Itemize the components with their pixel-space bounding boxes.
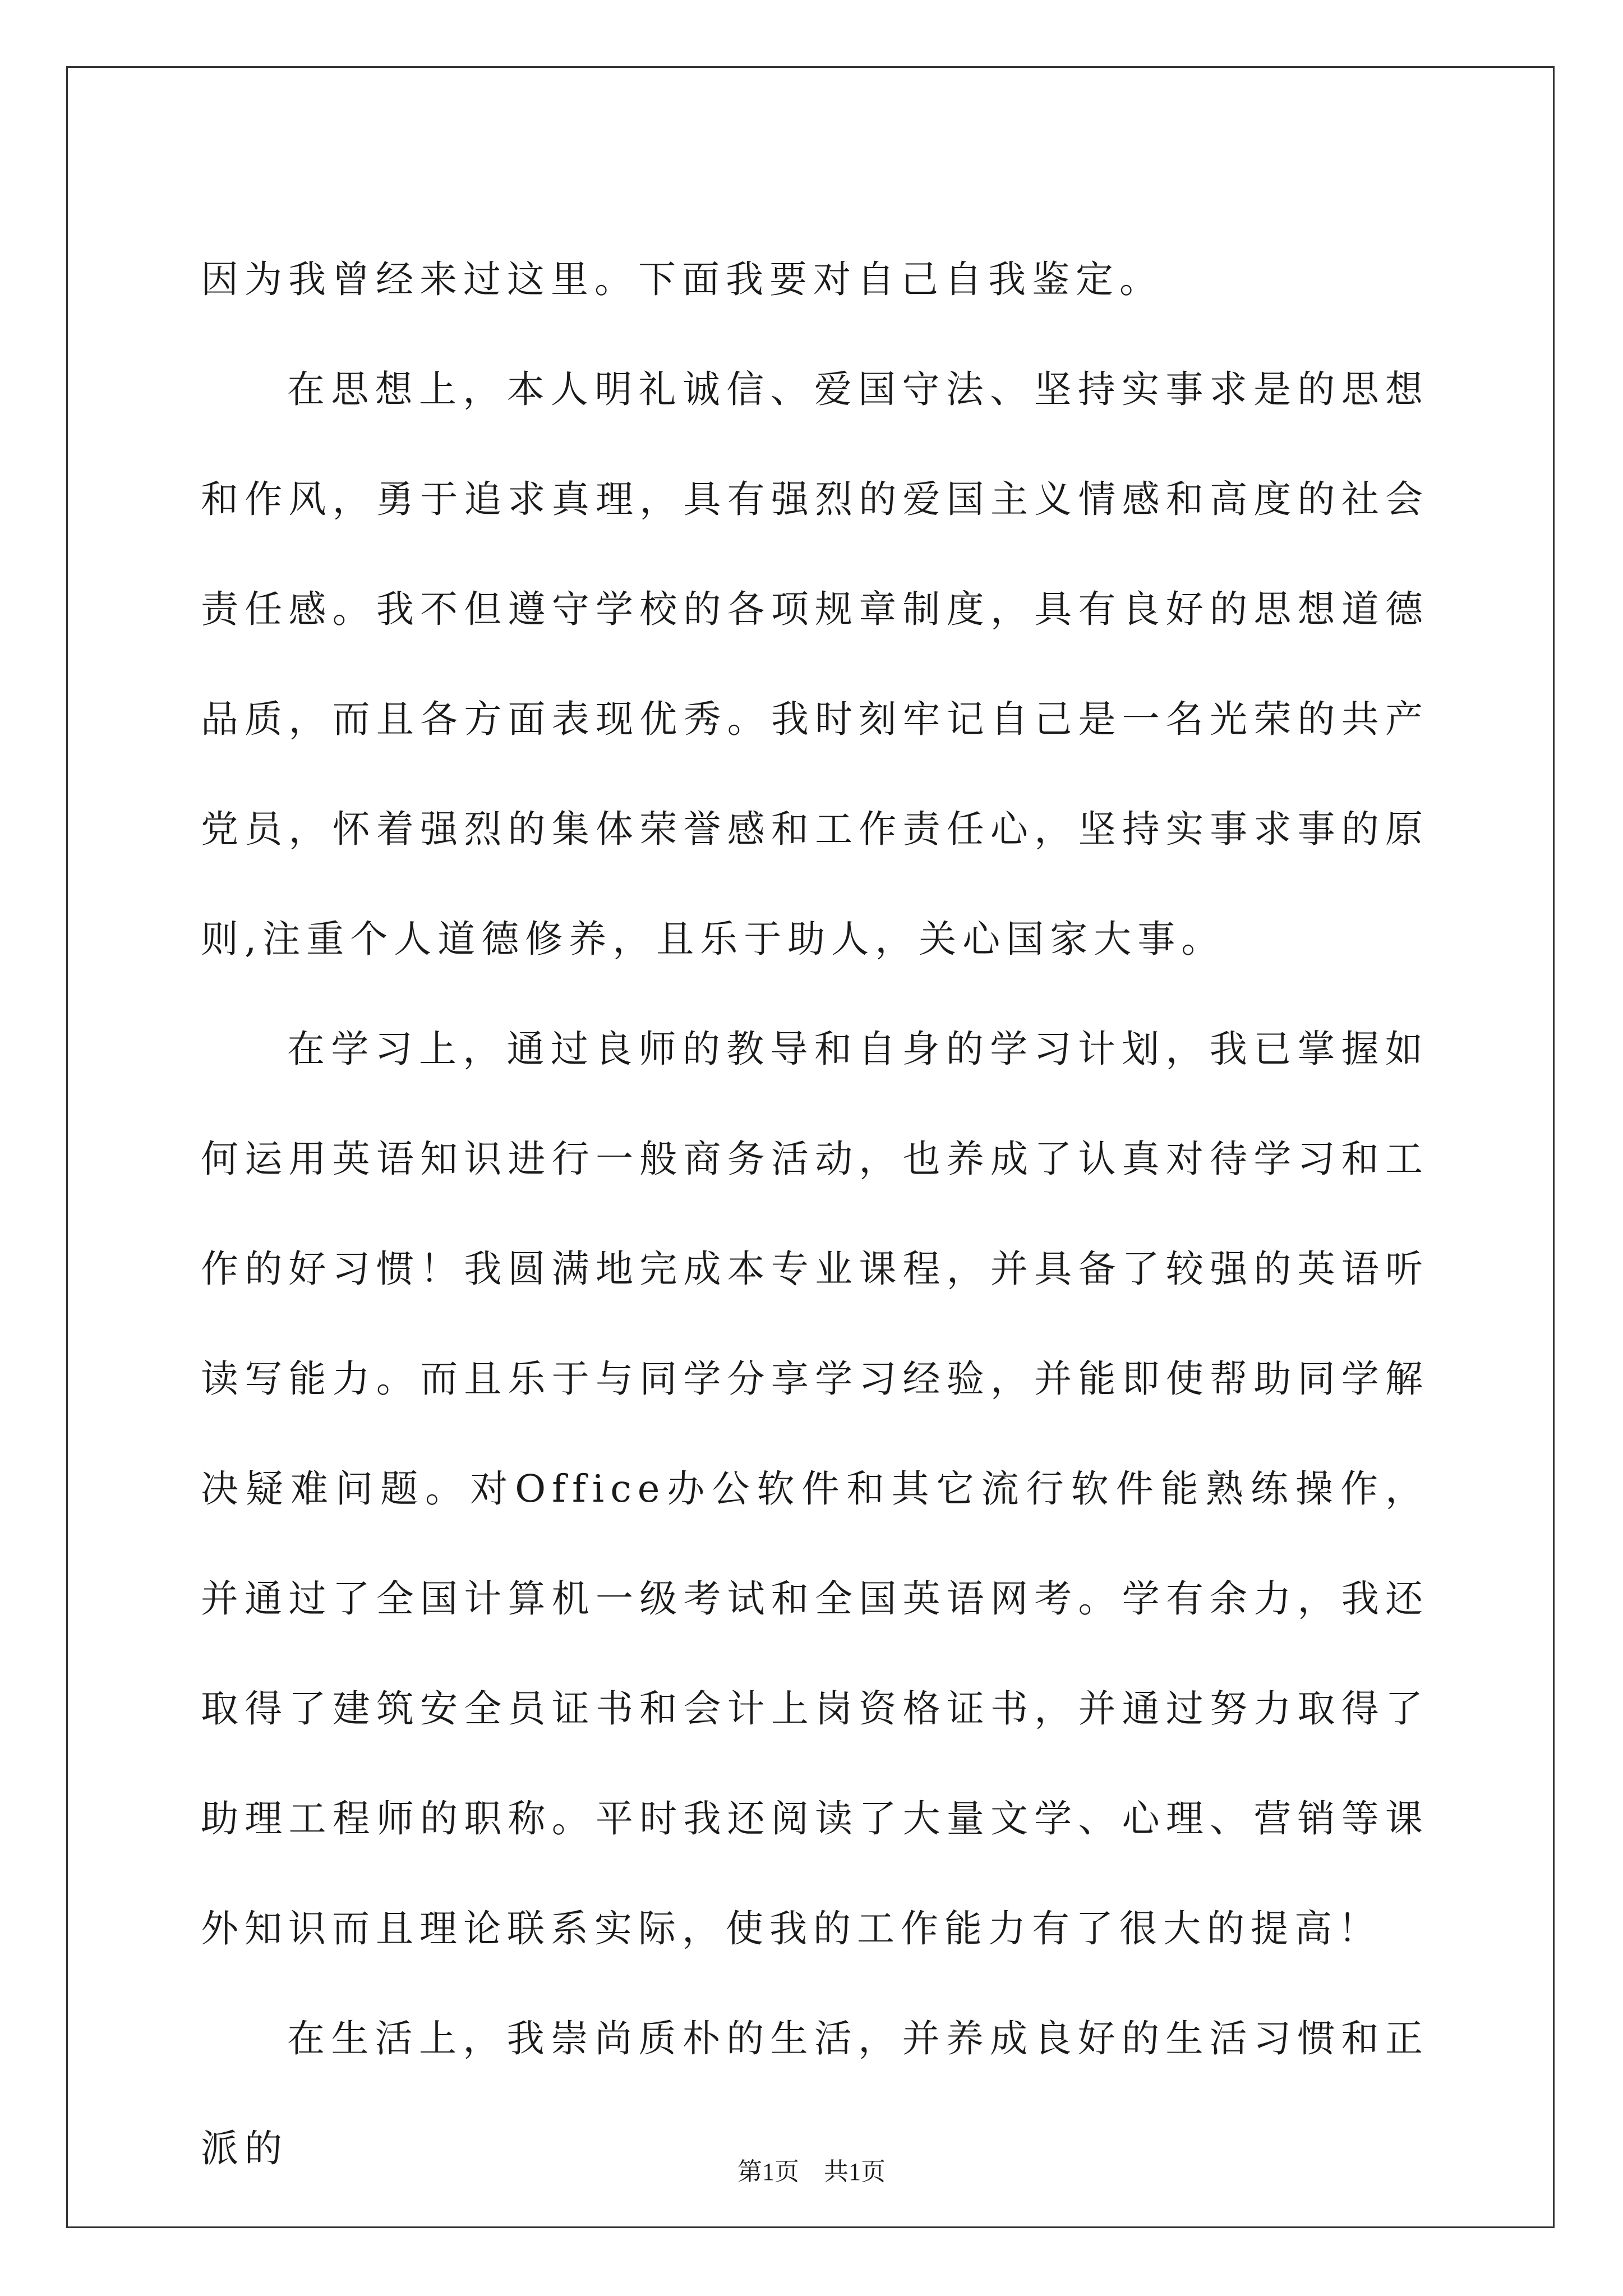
page-footer: 第1页 共1页 bbox=[737, 2158, 886, 2185]
paragraph-intro: 因为我曾经来过这里。下面我要对自己自我鉴定。 bbox=[201, 257, 1163, 301]
paragraph-thought: 在思想上，本人明礼诚信、爱国守法、坚持实事求是的思想和作风，勇于追求真理，具有强烈的爱国主义情感和高度的社会责任感。我不但遵守学校的各项规章制度，具有良好的思想道德品质，而且各方面表现优秀。我时刻牢记自己是一名光荣的共产党员，怀着强烈的集体荣誉感和工作责任心，坚持实事求事的原则,注重个人道德修养，且乐于助人，关心国家大事。 bbox=[201, 367, 1429, 961]
document-body bbox=[201, 224, 1429, 2203]
paragraph-study: 在学习上，通过良师的教导和自身的学习计划，我已掌握如何运用英语知识进行一般商务活动，也养成了认真对待学习和工作的好习惯！我圆满地完成本专业课程，并具备了较强的英语听读写能力。而且乐于与同学分享学习经验，并能即使帮助同学解决疑难问题。对Office办公软件和其它流行软件能熟练操作，并通过了全国计算机一级考试和全国英语网考。学有余力，我还取得了建筑安全员证书和会计上岗资格证书，并通过努力取得了助理工程师的职称。平时我还阅读了大量文学、心理、营销等课外知识而且理论联系实际，使我的工作能力有了很大的提高！ bbox=[201, 1027, 1429, 1950]
paragraph-life: 在生活上，我崇尚质朴的生活，并养成良好的生活习惯和正派的 bbox=[201, 2017, 1429, 2170]
